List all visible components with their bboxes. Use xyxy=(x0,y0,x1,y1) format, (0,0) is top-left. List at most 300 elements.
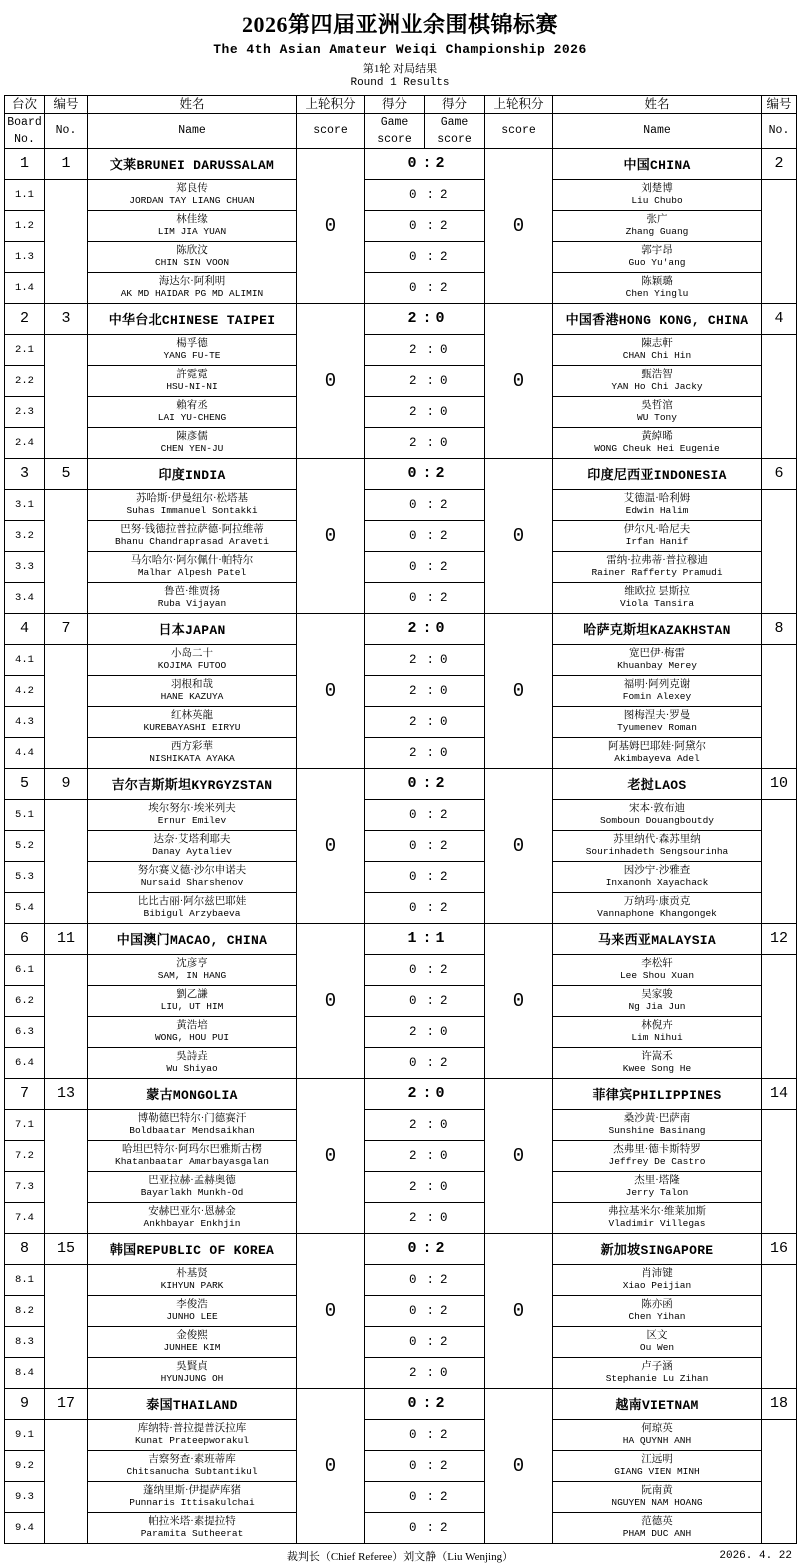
score-separator: : xyxy=(422,930,432,947)
right-match-score: : 0 xyxy=(425,303,485,334)
left-team-name-cn: 韩国 xyxy=(109,1242,137,1257)
match-team-row xyxy=(5,1233,797,1264)
left-team-name-en: REPUBLIC OF KOREA xyxy=(136,1243,275,1258)
match-team-row xyxy=(5,1078,797,1109)
left-player-name xyxy=(88,1047,297,1078)
col-gamescore-right-cn: 得分 xyxy=(425,95,485,113)
left-game-score: 2 xyxy=(365,737,425,768)
header-row-cn xyxy=(5,95,797,113)
board-pairing-row xyxy=(5,551,797,582)
sub-board-number: 3.1 xyxy=(5,489,45,520)
footer xyxy=(4,1544,796,1566)
left-game-score: 0 xyxy=(365,1512,425,1543)
board-pairing-row xyxy=(5,272,797,303)
score-separator: : xyxy=(426,838,435,853)
left-game-score: 2 xyxy=(365,365,425,396)
left-player-name-en: YANG FU-TE xyxy=(163,349,221,361)
left-player-name-en: KUREBAYASHI EIRYU xyxy=(143,721,241,733)
left-player-name-en: CHEN YEN-JU xyxy=(160,442,224,454)
score-separator: : xyxy=(422,775,432,792)
left-player-name-en: LIU, UT HIM xyxy=(160,1000,224,1012)
left-player-name-cn: 西方彩華 xyxy=(171,740,213,752)
right-number-spacer xyxy=(762,799,797,923)
right-game-score: : 2 xyxy=(425,489,485,520)
right-player-name-en: Liu Chubo xyxy=(631,194,683,206)
left-team-name-en: CHINESE TAIPEI xyxy=(161,313,276,328)
left-team-name-en: MONGOLIA xyxy=(172,1088,238,1103)
right-player-name xyxy=(553,1512,762,1543)
right-game-score: : 0 xyxy=(425,1109,485,1140)
left-team-name xyxy=(88,923,297,954)
right-player-name xyxy=(553,799,762,830)
left-team-number: 17 xyxy=(45,1388,88,1419)
sub-board-number: 9.4 xyxy=(5,1512,45,1543)
left-player-name-cn: 吳詩垚 xyxy=(176,1050,208,1062)
sub-board-number: 1.4 xyxy=(5,272,45,303)
right-player-name-cn: 郭宇昂 xyxy=(641,244,673,256)
left-player-name xyxy=(88,1450,297,1481)
left-game-score: 0 xyxy=(365,520,425,551)
right-player-name-en: Stephanie Lu Zihan xyxy=(605,1372,709,1384)
left-player-name xyxy=(88,210,297,241)
left-team-name-cn: 吉尔吉斯斯坦 xyxy=(111,777,192,792)
left-player-name-cn: 库纳特·普拉提普沃拉库 xyxy=(137,1422,247,1434)
right-player-name xyxy=(553,582,762,613)
board-pairing-row xyxy=(5,799,797,830)
round-label-en: Round 1 Results xyxy=(350,76,450,89)
right-player-name xyxy=(553,861,762,892)
left-player-name-cn: 陳彥儒 xyxy=(176,430,208,442)
left-player-name-en: Boldbaatar Mendsaikhan xyxy=(129,1124,255,1136)
right-player-name xyxy=(553,334,762,365)
left-game-score: 0 xyxy=(365,861,425,892)
left-player-name-cn: 陈欣汶 xyxy=(176,244,208,256)
right-player-name-en: Somboun Douangboutdy xyxy=(599,814,715,826)
left-game-score: 0 xyxy=(365,799,425,830)
right-match-score: : 0 xyxy=(425,1078,485,1109)
left-player-name xyxy=(88,1016,297,1047)
left-player-name xyxy=(88,675,297,706)
right-team-number: 4 xyxy=(762,303,797,334)
left-player-name xyxy=(88,1419,297,1450)
col-no-cn: 编号 xyxy=(45,95,88,113)
right-player-name-cn: 弗拉基米尔·维莱加斯 xyxy=(608,1205,706,1217)
right-number-spacer xyxy=(762,1109,797,1233)
match-team-row xyxy=(5,458,797,489)
left-player-name-cn: 吳賢貞 xyxy=(176,1360,208,1372)
left-player-name xyxy=(88,861,297,892)
left-team-number: 9 xyxy=(45,768,88,799)
right-player-name-en: Inxanonh Xayachack xyxy=(605,876,709,888)
right-team-name xyxy=(553,768,762,799)
score-separator: : xyxy=(426,342,435,357)
right-player-name xyxy=(553,1016,762,1047)
right-player-name-cn: 桑沙黄·巴萨南 xyxy=(623,1112,691,1124)
left-previous-score: 0 xyxy=(297,1078,365,1233)
right-game-score: : 0 xyxy=(425,1357,485,1388)
right-game-score: : 2 xyxy=(425,1419,485,1450)
right-game-score: : 0 xyxy=(425,365,485,396)
right-team-name-en: CHINA xyxy=(650,158,691,173)
left-player-name-en: CHIN SIN VOON xyxy=(154,256,230,268)
left-player-name-cn: 海达尔·阿利明 xyxy=(158,275,226,287)
right-player-name xyxy=(553,210,762,241)
left-player-name-cn: 金俊熙 xyxy=(176,1329,208,1341)
col-prev-left-en: score xyxy=(297,113,365,148)
left-game-score: 2 xyxy=(365,427,425,458)
board-pairing-row xyxy=(5,365,797,396)
right-player-name-cn: 宽巴伊·梅雷 xyxy=(629,647,685,659)
right-previous-score: 0 xyxy=(485,1078,553,1233)
col-no-en: No. xyxy=(45,113,88,148)
left-player-name-en: LAI YU-CHENG xyxy=(157,411,227,423)
left-player-name-cn: 小岛二十 xyxy=(171,647,213,659)
left-player-name-en: Ankhbayar Enkhjin xyxy=(143,1217,241,1229)
right-player-name xyxy=(553,985,762,1016)
right-player-name xyxy=(553,427,762,458)
right-player-name xyxy=(553,644,762,675)
sub-board-number: 5.3 xyxy=(5,861,45,892)
right-match-score: : 2 xyxy=(425,768,485,799)
right-game-score: : 0 xyxy=(425,427,485,458)
right-team-name-cn: 中国香港 xyxy=(565,312,619,327)
left-player-name-en: LIM JIA YUAN xyxy=(157,225,227,237)
left-game-score: 0 xyxy=(365,489,425,520)
right-game-score: : 2 xyxy=(425,1047,485,1078)
left-player-name xyxy=(88,396,297,427)
sub-board-number: 1.2 xyxy=(5,210,45,241)
right-previous-score: 0 xyxy=(485,1233,553,1388)
left-team-name xyxy=(88,148,297,179)
right-game-score: : 2 xyxy=(425,241,485,272)
left-team-name-en: THAILAND xyxy=(172,1398,238,1413)
left-player-name-en: Kunat Prateepworakul xyxy=(134,1434,250,1446)
left-player-name-cn: 郑良传 xyxy=(176,182,208,194)
right-player-name-cn: 吴家骏 xyxy=(641,988,673,1000)
sub-board-number: 7.4 xyxy=(5,1202,45,1233)
right-game-score: : 2 xyxy=(425,892,485,923)
right-game-score: : 2 xyxy=(425,179,485,210)
left-team-name-cn: 泰国 xyxy=(146,1397,173,1412)
right-match-score: : 0 xyxy=(425,613,485,644)
left-player-name xyxy=(88,954,297,985)
right-player-name-en: GIANG VIEN MINH xyxy=(614,1465,700,1477)
right-game-score: : 0 xyxy=(425,1140,485,1171)
left-game-score: 0 xyxy=(365,210,425,241)
sub-board-number: 9.3 xyxy=(5,1481,45,1512)
left-match-score: 1 xyxy=(365,923,425,954)
right-player-name-cn: 陈颖璐 xyxy=(641,275,673,287)
left-match-score: 0 xyxy=(365,1233,425,1264)
left-previous-score: 0 xyxy=(297,458,365,613)
left-player-name xyxy=(88,706,297,737)
right-previous-score: 0 xyxy=(485,148,553,303)
right-player-name-cn: 区文 xyxy=(646,1329,668,1341)
right-team-number: 16 xyxy=(762,1233,797,1264)
board-pairing-row xyxy=(5,210,797,241)
right-player-name xyxy=(553,1481,762,1512)
left-player-name-en: Punnaris Ittisakulchai xyxy=(129,1496,255,1508)
table-body xyxy=(5,148,797,1543)
left-player-name xyxy=(88,365,297,396)
right-player-name-en: Sunshine Basinang xyxy=(608,1124,706,1136)
right-team-name-cn: 中国 xyxy=(623,157,651,172)
left-player-name-en: WONG, HOU PUI xyxy=(154,1031,230,1043)
right-player-name-cn: 范德英 xyxy=(641,1515,673,1527)
right-team-name-cn: 越南 xyxy=(615,1397,642,1412)
right-player-name-cn: 吳哲涫 xyxy=(641,399,673,411)
score-separator: : xyxy=(426,683,435,698)
left-player-name-cn: 劉乙謙 xyxy=(176,988,208,1000)
left-player-name xyxy=(88,582,297,613)
right-number-spacer xyxy=(762,644,797,768)
right-player-name-cn: 陳志軒 xyxy=(641,337,673,349)
left-game-score: 0 xyxy=(365,954,425,985)
page-title: 2026第四届亚洲业余围棋锦标赛 xyxy=(241,12,558,37)
sub-board-number: 9.2 xyxy=(5,1450,45,1481)
score-separator: : xyxy=(426,714,435,729)
right-player-name xyxy=(553,1140,762,1171)
score-separator: : xyxy=(426,497,435,512)
right-player-name-cn: 李松轩 xyxy=(641,957,673,969)
left-team-name-en: JAPAN xyxy=(185,623,226,638)
left-player-name xyxy=(88,1512,297,1543)
right-player-name-cn: 苏里纳代·森苏里纳 xyxy=(613,833,701,845)
sub-board-number: 3.3 xyxy=(5,551,45,582)
right-player-name xyxy=(553,1419,762,1450)
right-game-score: : 0 xyxy=(425,334,485,365)
sub-board-number: 3.4 xyxy=(5,582,45,613)
board-pairing-row xyxy=(5,241,797,272)
right-team-name-en: KAZAKHSTAN xyxy=(649,623,731,638)
left-player-name-cn: 許霓霓 xyxy=(176,368,208,380)
right-game-score: : 0 xyxy=(425,1202,485,1233)
right-team-name-en: LAOS xyxy=(654,778,687,793)
col-prev-right-cn: 上轮积分 xyxy=(485,95,553,113)
left-player-name xyxy=(88,1202,297,1233)
right-player-name-cn: 艾德温·哈利姆 xyxy=(623,492,691,504)
right-player-name-en: YAN Ho Chi Jacky xyxy=(611,380,703,392)
left-team-number: 11 xyxy=(45,923,88,954)
left-game-score: 0 xyxy=(365,241,425,272)
right-player-name-cn: 图梅涅夫·罗曼 xyxy=(623,709,691,721)
left-player-name-en: KOJIMA FUTOO xyxy=(157,659,227,671)
results-table xyxy=(4,95,797,1544)
board-pairing-row xyxy=(5,706,797,737)
left-player-name-cn: 帕拉米塔·素提拉特 xyxy=(148,1515,236,1527)
left-player-name-en: Ruba Vijayan xyxy=(157,597,227,609)
right-team-name-en: INDONESIA xyxy=(653,468,727,483)
score-separator: : xyxy=(426,1210,435,1225)
left-game-score: 2 xyxy=(365,1016,425,1047)
board-pairing-row xyxy=(5,1419,797,1450)
score-separator: : xyxy=(426,1024,435,1039)
right-player-name xyxy=(553,1326,762,1357)
left-player-name-cn: 博勒德巴特尔·门德赛汗 xyxy=(137,1112,247,1124)
sub-board-number: 5.1 xyxy=(5,799,45,830)
left-team-name-cn: 文莱 xyxy=(109,157,137,172)
right-team-name xyxy=(553,148,762,179)
left-game-score: 0 xyxy=(365,1326,425,1357)
sub-board-number: 2.4 xyxy=(5,427,45,458)
left-game-score: 2 xyxy=(365,1357,425,1388)
left-player-name-en: Suhas Immanuel Sontakki xyxy=(126,504,258,516)
left-player-name xyxy=(88,985,297,1016)
left-team-name-cn: 蒙古 xyxy=(146,1087,173,1102)
score-separator: : xyxy=(426,869,435,884)
right-team-name-cn: 新加坡 xyxy=(600,1242,641,1257)
left-match-score: 0 xyxy=(365,1388,425,1419)
right-match-score: : 2 xyxy=(425,148,485,179)
left-match-score: 0 xyxy=(365,768,425,799)
right-player-name xyxy=(553,1450,762,1481)
left-player-name xyxy=(88,489,297,520)
left-match-score: 2 xyxy=(365,303,425,334)
right-game-score: : 0 xyxy=(425,675,485,706)
right-team-number: 12 xyxy=(762,923,797,954)
right-game-score: : 2 xyxy=(425,1481,485,1512)
left-player-name-en: Malhar Alpesh Patel xyxy=(137,566,247,578)
left-team-name-en: KYRGYZSTAN xyxy=(191,778,273,793)
right-match-score: : 2 xyxy=(425,1388,485,1419)
right-game-score: : 2 xyxy=(425,210,485,241)
left-player-name-cn: 羽根和哉 xyxy=(171,678,213,690)
col-name-right-en: Name xyxy=(553,113,762,148)
left-game-score: 2 xyxy=(365,675,425,706)
left-player-name xyxy=(88,179,297,210)
right-player-name-cn: 万纳玛·康贡克 xyxy=(623,895,691,907)
left-game-score: 2 xyxy=(365,1109,425,1140)
right-game-score: : 2 xyxy=(425,1264,485,1295)
score-separator: : xyxy=(426,404,435,419)
right-game-score: : 0 xyxy=(425,1171,485,1202)
score-separator: : xyxy=(426,962,435,977)
left-player-name-en: SAM, IN HANG xyxy=(157,969,227,981)
left-player-name-cn: 賴宥丞 xyxy=(176,399,208,411)
right-team-name-cn: 马来西亚 xyxy=(597,932,652,947)
sub-board-number: 5.4 xyxy=(5,892,45,923)
right-player-name-cn: 杰里·塔隆 xyxy=(634,1174,680,1186)
right-number-spacer xyxy=(762,489,797,613)
left-player-name-cn: 红林英龍 xyxy=(171,709,213,721)
board-number: 5 xyxy=(5,768,45,799)
board-pairing-row xyxy=(5,427,797,458)
score-separator: : xyxy=(426,652,435,667)
right-player-name-en: Vannaphone Khangongek xyxy=(597,907,717,919)
right-player-name-en: WONG Cheuk Hei Eugenie xyxy=(594,442,720,454)
page-subtitle: The 4th Asian Amateur Weiqi Championship 2026 xyxy=(213,42,587,57)
board-pairing-row xyxy=(5,1512,797,1543)
board-pairing-row xyxy=(5,1295,797,1326)
right-match-score: : 1 xyxy=(425,923,485,954)
right-game-score: : 0 xyxy=(425,1016,485,1047)
sub-board-number: 2.3 xyxy=(5,396,45,427)
score-separator: : xyxy=(422,1085,432,1102)
right-player-name-en: Tyumenev Roman xyxy=(617,721,697,733)
right-player-name-en: HA QUYNH ANH xyxy=(622,1434,692,1446)
right-player-name-en: CHAN Chi Hin xyxy=(622,349,692,361)
left-player-name-en: Chitsanucha Subtantikul xyxy=(126,1465,258,1477)
left-player-name-cn: 鲁芭·维贾扬 xyxy=(164,585,220,597)
score-separator: : xyxy=(426,1365,435,1380)
right-player-name-en: NGUYEN NAM HOANG xyxy=(611,1496,703,1508)
right-player-name-cn: 何琼英 xyxy=(641,1422,673,1434)
left-team-number: 15 xyxy=(45,1233,88,1264)
left-game-score: 0 xyxy=(365,1047,425,1078)
right-player-name-en: WU Tony xyxy=(637,411,677,423)
board-number: 3 xyxy=(5,458,45,489)
left-player-name-cn: 李俊浩 xyxy=(176,1298,208,1310)
left-player-name-en: HYUNJUNG OH xyxy=(160,1372,224,1384)
left-game-score: 2 xyxy=(365,644,425,675)
right-player-name-en: Ou Wen xyxy=(639,1341,675,1353)
left-player-name-cn: 楊孚德 xyxy=(176,337,208,349)
board-number: 4 xyxy=(5,613,45,644)
board-pairing-row xyxy=(5,892,797,923)
left-number-spacer xyxy=(45,1264,88,1388)
left-team-number: 3 xyxy=(45,303,88,334)
col-gamescore-left-cn: 得分 xyxy=(365,95,425,113)
left-game-score: 0 xyxy=(365,1419,425,1450)
right-player-name-cn: 张广 xyxy=(646,213,668,225)
left-team-name xyxy=(88,613,297,644)
right-game-score: : 2 xyxy=(425,1512,485,1543)
left-player-name-cn: 安赫巴亚尔·恩赫金 xyxy=(148,1205,236,1217)
right-number-spacer xyxy=(762,1264,797,1388)
left-game-score: 0 xyxy=(365,551,425,582)
board-number: 1 xyxy=(5,148,45,179)
left-team-number: 7 xyxy=(45,613,88,644)
right-player-name xyxy=(553,1357,762,1388)
match-team-row xyxy=(5,923,797,954)
chief-referee: 裁判长（Chief Referee）刘文静（Liu Wenjing） xyxy=(286,1550,514,1563)
left-player-name-en: JORDAN TAY LIANG CHUAN xyxy=(129,194,255,206)
right-player-name-cn: 卢子涵 xyxy=(641,1360,673,1372)
right-player-name-cn: 福明·阿列克谢 xyxy=(623,678,691,690)
right-player-name xyxy=(553,1109,762,1140)
left-team-name xyxy=(88,1388,297,1419)
board-pairing-row xyxy=(5,1481,797,1512)
left-player-name-en: NISHIKATA AYAKA xyxy=(149,752,235,764)
left-team-number: 5 xyxy=(45,458,88,489)
right-player-name-cn: 杰弗里·德卡斯特罗 xyxy=(613,1143,701,1155)
right-game-score: : 2 xyxy=(425,985,485,1016)
right-game-score: : 2 xyxy=(425,861,485,892)
left-team-name-cn: 日本 xyxy=(158,622,186,637)
right-game-score: : 2 xyxy=(425,830,485,861)
match-team-row xyxy=(5,303,797,334)
sub-board-number: 6.4 xyxy=(5,1047,45,1078)
right-game-score: : 2 xyxy=(425,799,485,830)
right-game-score: : 2 xyxy=(425,582,485,613)
score-separator: : xyxy=(426,1520,435,1535)
col-name-left-cn: 姓名 xyxy=(88,95,297,113)
left-player-name-cn: 埃尔努尔·埃米列夫 xyxy=(148,802,236,814)
score-separator: : xyxy=(426,1427,435,1442)
left-previous-score: 0 xyxy=(297,303,365,458)
right-player-name-en: PHAM DUC ANH xyxy=(622,1527,692,1539)
left-player-name xyxy=(88,551,297,582)
right-player-name xyxy=(553,1264,762,1295)
score-separator: : xyxy=(426,1272,435,1287)
match-team-row xyxy=(5,613,797,644)
score-separator: : xyxy=(426,590,435,605)
score-separator: : xyxy=(422,310,432,327)
right-player-name xyxy=(553,365,762,396)
left-player-name-en: JUNHEE KIM xyxy=(163,1341,221,1353)
left-team-name-en: BRUNEI DARUSSALAM xyxy=(136,158,275,173)
right-game-score: : 2 xyxy=(425,954,485,985)
